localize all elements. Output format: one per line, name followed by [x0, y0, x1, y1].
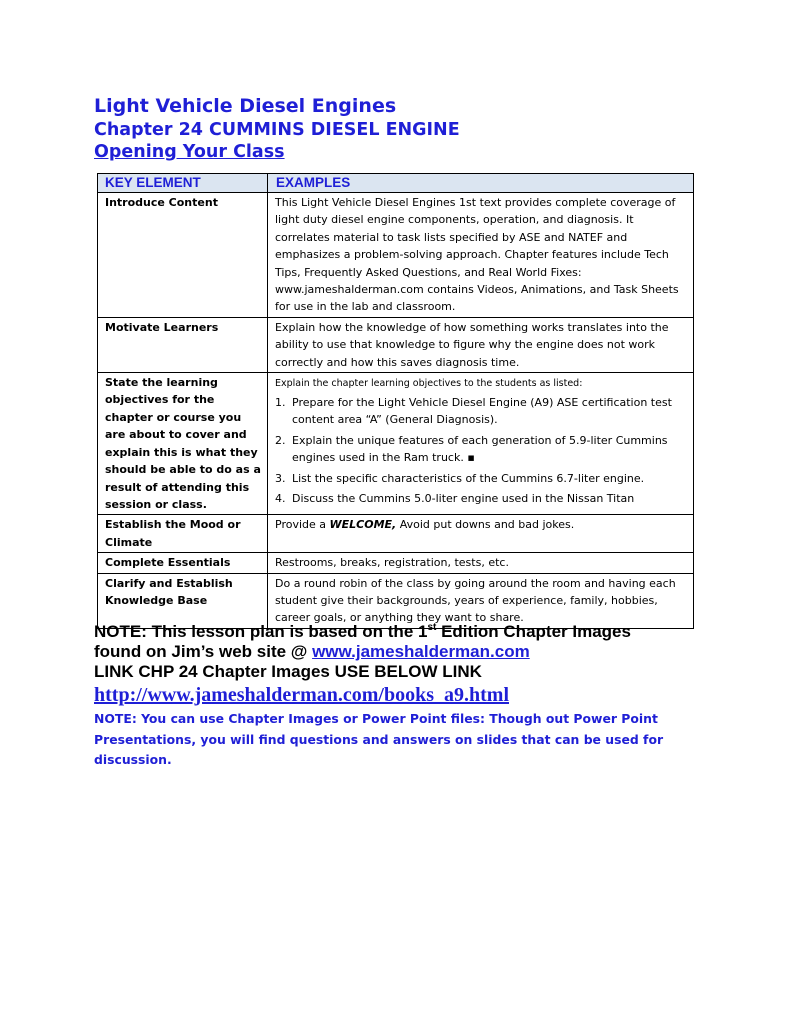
- row-key: Introduce Content: [98, 193, 268, 318]
- section-title: Opening Your Class: [94, 142, 285, 162]
- objective-text: Prepare for the Light Vehicle Diesel Engine (A9) ASE certification test content area “A” (General Diagnosis).: [292, 396, 672, 427]
- row-value: Restrooms, breaks, registration, tests, etc.: [268, 553, 694, 573]
- row-value: Explain how the knowledge of how something works translates into the ability to use that knowledge to figure why the engine does not work correctly and how this saves diagnosis time.: [268, 317, 694, 372]
- chapter-images-url-link[interactable]: http://www.jameshalderman.com/books_a9.html: [94, 684, 510, 706]
- edition-note-text-end: Edition Chapter Images: [436, 622, 631, 641]
- row-key: Motivate Learners: [98, 317, 268, 372]
- power-point-note: NOTE: You can use Chapter Images or Power Point files: Though out Power Point Presentations, you will find questions and answers on slides that can be used for discussion.: [94, 711, 664, 767]
- document-titles: [94, 94, 460, 162]
- book-title: Light Vehicle Diesel Engines: [94, 95, 397, 117]
- column-header-examples: EXAMPLES: [268, 174, 694, 193]
- row-key: Complete Essentials: [98, 553, 268, 573]
- row-key: Clarify and Establish Knowledge Base: [98, 573, 268, 628]
- row-value: [268, 515, 694, 553]
- row-key: State the learning objectives for the chapter or course you are about to cover and explain this is what they should be able to do as a result of attending this session or class.: [98, 373, 268, 515]
- objective-item: [275, 432, 688, 467]
- row-value: [268, 373, 694, 515]
- objectives-intro: Explain the chapter learning objectives to the students as listed:: [275, 378, 583, 390]
- objective-item: [275, 490, 688, 507]
- objective-item: [275, 394, 688, 429]
- objective-number: 2.: [275, 433, 286, 447]
- website-link[interactable]: www.jameshalderman.com: [312, 642, 530, 661]
- chapter-url-line: [94, 684, 509, 706]
- mood-text-pre: Provide a: [275, 518, 330, 532]
- objective-number: 3.: [275, 471, 286, 485]
- edition-note: [94, 622, 631, 662]
- table-row-knowledge-base: [98, 573, 694, 628]
- objective-text: List the specific characteristics of the Cummins 6.7-liter engine.: [292, 471, 645, 485]
- edition-superscript: st: [427, 622, 437, 633]
- objective-text: Discuss the Cummins 5.0-liter engine used in the Nissan Titan: [292, 492, 635, 506]
- table-row-motivate-learners: [98, 317, 694, 372]
- mood-text-post: Avoid put downs and bad jokes.: [396, 518, 575, 532]
- chapter-link-label: LINK CHP 24 Chapter Images USE BELOW LINK: [94, 662, 482, 681]
- objective-number: 1.: [275, 396, 286, 410]
- table-row-introduce-content: [98, 193, 694, 318]
- table-row-complete-essentials: [98, 553, 694, 573]
- objective-item: [275, 470, 688, 487]
- table-header-row: [98, 174, 694, 193]
- row-key: Establish the Mood or Climate: [98, 515, 268, 553]
- column-header-key-element: KEY ELEMENT: [98, 174, 268, 193]
- row-value: Do a round robin of the class by going around the room and having each student give their backgrounds, years of experience, family, hobbies, career goals, or anything they want to share.: [268, 573, 694, 628]
- edition-note-text: NOTE: This lesson plan is based on the 1: [94, 622, 428, 641]
- row-value: This Light Vehicle Diesel Engines 1st text provides complete coverage of light duty diesel engine components, operation, and diagnosis. It correlates material to task lists specified by ASE and NATEF and emphasizes a problem-solving approach. Chapter features include Tech Tips, Frequently Asked Questions, and Real World Fixes: www.jameshalderman.com contains Videos, Animations, and Task Sheets for use in the lab and classroom.: [268, 193, 694, 318]
- objective-number: 4.: [275, 492, 286, 506]
- lesson-plan-table: [97, 173, 694, 629]
- table-row-learning-objectives: [98, 373, 694, 515]
- welcome-emphasis: WELCOME,: [329, 518, 397, 532]
- website-note-text: found on Jim’s web site @: [94, 642, 313, 661]
- objectives-list: [275, 394, 688, 507]
- objective-text: Explain the unique features of each generation of 5.9-liter Cummins engines used in the Ram truck. ▪: [292, 433, 668, 465]
- chapter-title: Chapter 24 CUMMINS DIESEL ENGINE: [94, 120, 460, 140]
- table-row-establish-mood: [98, 515, 694, 553]
